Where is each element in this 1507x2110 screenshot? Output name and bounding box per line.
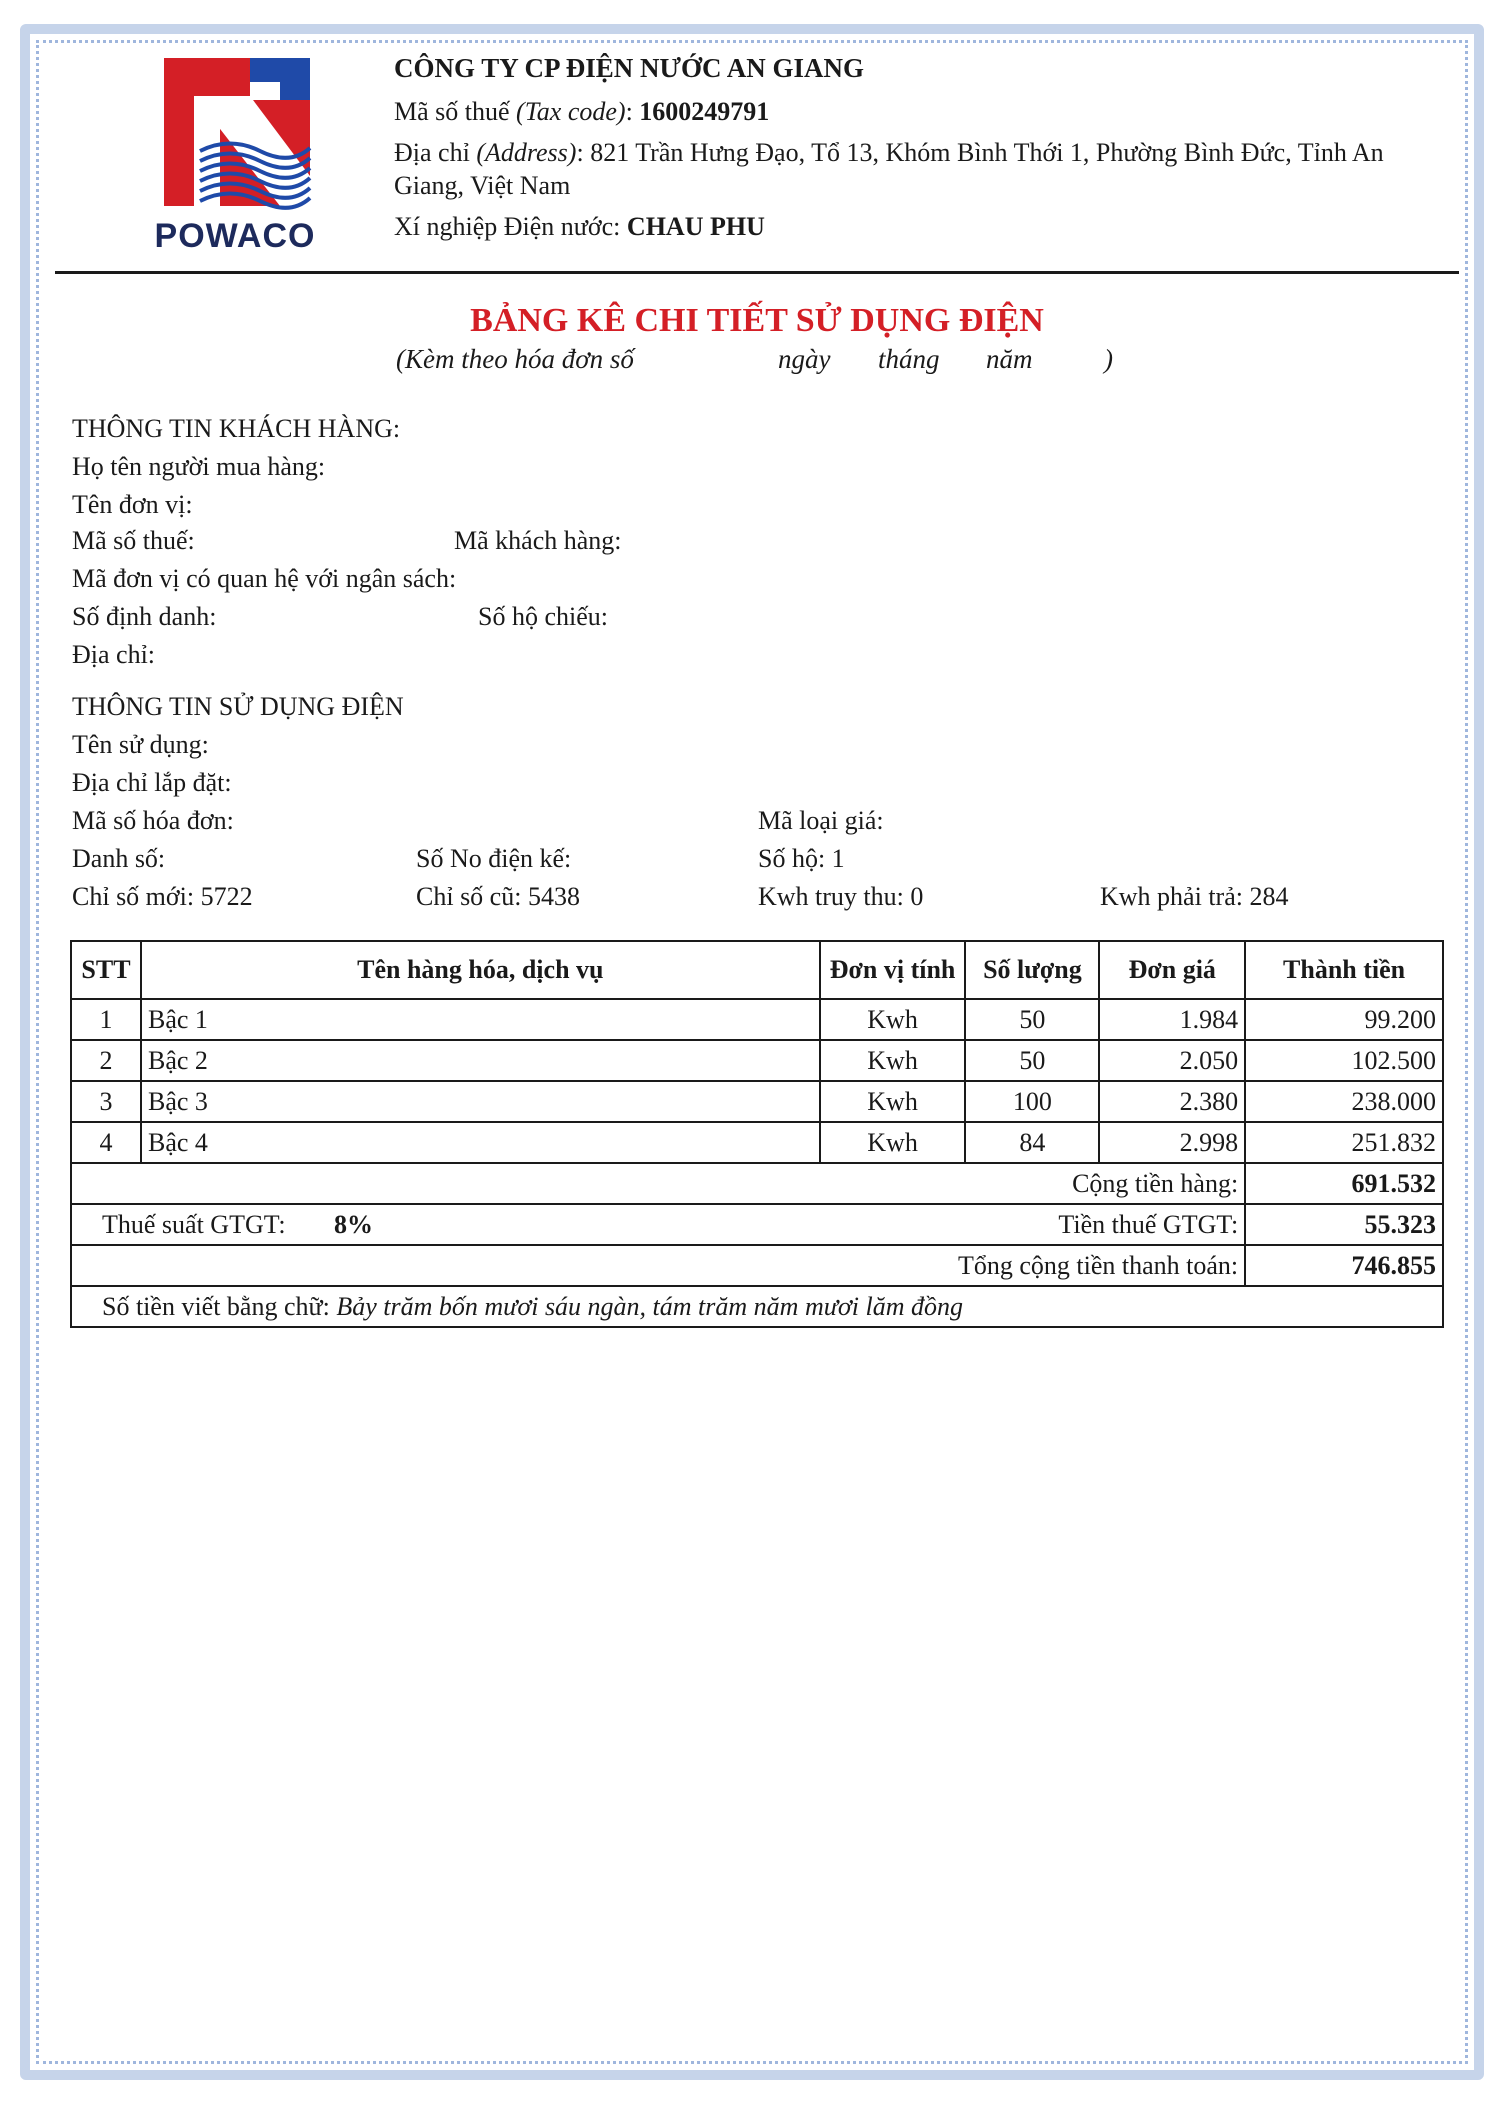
cell-stt: 3 xyxy=(71,1081,141,1122)
branch-line xyxy=(394,210,1454,243)
branch-value: CHAU PHU xyxy=(626,212,765,241)
vat-amount-value: 55.323 xyxy=(1245,1204,1443,1245)
list-no-label: Danh số: xyxy=(72,844,166,873)
company-info xyxy=(394,52,1454,251)
cell-amount: 251.832 xyxy=(1245,1122,1443,1163)
cell-amount: 238.000 xyxy=(1245,1081,1443,1122)
customer-code-label: Mã khách hàng: xyxy=(454,526,622,555)
id-number-label: Số định danh: xyxy=(72,602,217,631)
new-index: Chỉ số mới: 5722 xyxy=(72,882,253,911)
cell-quantity: 84 xyxy=(965,1122,1099,1163)
old-index: Chỉ số cũ: 5438 xyxy=(416,882,580,911)
address-value: 821 Trần Hưng Đạo, Tổ 13, Khóm Bình Thới 1, Phường Bình Đức, Tỉnh An Giang, Việt Nam xyxy=(394,138,1384,200)
table-row xyxy=(71,1122,1443,1163)
cell-quantity: 50 xyxy=(965,999,1099,1040)
usage-heading: THÔNG TIN SỬ DỤNG ĐIỆN xyxy=(72,692,404,721)
words-label: Số tiền viết bằng chữ: xyxy=(102,1291,330,1321)
subtotal-label: Cộng tiền hàng: xyxy=(71,1163,1245,1204)
vat-row xyxy=(71,1204,1443,1245)
buyer-name-label: Họ tên người mua hàng: xyxy=(72,452,326,481)
customer-address-label: Địa chỉ: xyxy=(72,640,156,669)
cell-unit: Kwh xyxy=(820,999,966,1040)
cell-unit: Kwh xyxy=(820,1040,966,1081)
cell-unit-price: 2.380 xyxy=(1099,1081,1245,1122)
price-code-label: Mã loại giá: xyxy=(758,806,884,835)
install-address-label: Địa chỉ lắp đặt: xyxy=(72,768,232,797)
words-row xyxy=(71,1286,1443,1327)
tax-code-value: 1600249791 xyxy=(639,97,770,126)
cell-item-name: Bậc 3 xyxy=(141,1081,820,1122)
subtotal-row xyxy=(71,1163,1443,1204)
header-quantity: Số lượng xyxy=(965,941,1099,999)
unit-name-label: Tên đơn vị: xyxy=(72,490,193,519)
branch-label: Xí nghiệp Điện nước: xyxy=(394,212,621,241)
document-title: BẢNG KÊ CHI TIẾT SỬ DỤNG ĐIỆN xyxy=(470,302,1044,339)
table-row xyxy=(71,1040,1443,1081)
subtitle-close: ) xyxy=(1104,344,1113,374)
table-row xyxy=(71,1081,1443,1122)
vat-rate-value: 8% xyxy=(334,1210,373,1239)
kwh-recovered: Kwh truy thu: 0 xyxy=(758,882,924,911)
table-row xyxy=(71,999,1443,1040)
address-line: Địa chỉ (Address): 821 Trần Hưng Đạo, Tổ 13, Khóm Bình Thới 1, Phường Bình Đức, Tỉnh An Giang, Việt Nam xyxy=(394,138,1384,200)
user-name-label: Tên sử dụng: xyxy=(72,730,209,759)
cell-unit-price: 1.984 xyxy=(1099,999,1245,1040)
address-label-en: (Address) xyxy=(476,138,577,167)
subtotal-value: 691.532 xyxy=(1245,1163,1443,1204)
kwh-payable: Kwh phải trả: 284 xyxy=(1100,882,1289,911)
cell-amount: 99.200 xyxy=(1245,999,1443,1040)
cell-unit-price: 2.050 xyxy=(1099,1040,1245,1081)
cell-item-name: Bậc 2 xyxy=(141,1040,820,1081)
total-value: 746.855 xyxy=(1245,1245,1443,1286)
cell-quantity: 50 xyxy=(965,1040,1099,1081)
cell-stt: 4 xyxy=(71,1122,141,1163)
words-value: Bảy trăm bốn mươi sáu ngàn, tám trăm năm mươi lăm đồng xyxy=(336,1291,964,1321)
total-row xyxy=(71,1245,1443,1286)
header-stt: STT xyxy=(71,941,141,999)
subtitle-month: tháng xyxy=(878,344,940,374)
cell-item-name: Bậc 1 xyxy=(141,999,820,1040)
words-cell xyxy=(71,1286,1443,1327)
vat-amount-label: Tiền thuế GTGT: xyxy=(1058,1210,1239,1239)
header-unit: Đơn vị tính xyxy=(820,941,966,999)
passport-label: Số hộ chiếu: xyxy=(478,602,608,631)
cell-stt: 1 xyxy=(71,999,141,1040)
cell-item-name: Bậc 4 xyxy=(141,1122,820,1163)
budget-unit-label: Mã đơn vị có quan hệ với ngân sách: xyxy=(72,564,457,593)
header-item-name: Tên hàng hóa, dịch vụ xyxy=(141,941,820,999)
vat-rate-label: Thuế suất GTGT: xyxy=(102,1210,286,1239)
households: Số hộ: 1 xyxy=(758,844,845,873)
subtitle-day: ngày xyxy=(778,344,831,374)
header-amount: Thành tiền xyxy=(1245,941,1443,999)
logo-text: POWACO xyxy=(154,217,316,255)
cell-unit: Kwh xyxy=(820,1081,966,1122)
cell-stt: 2 xyxy=(71,1040,141,1081)
address-label: Địa chỉ xyxy=(394,138,470,167)
customer-heading: THÔNG TIN KHÁCH HÀNG: xyxy=(72,414,401,443)
subtitle-year: năm xyxy=(986,344,1033,374)
tax-code-label-en: (Tax code) xyxy=(516,97,626,126)
cell-quantity: 100 xyxy=(965,1081,1099,1122)
invoice-code-label: Mã số hóa đơn: xyxy=(72,806,234,835)
table-header-row xyxy=(71,941,1443,999)
tax-code-label: Mã số thuế xyxy=(394,97,510,126)
cell-amount: 102.500 xyxy=(1245,1040,1443,1081)
header-unit-price: Đơn giá xyxy=(1099,941,1245,999)
tax-code-line: Mã số thuế (Tax code): 1600249791 xyxy=(394,97,770,126)
header xyxy=(150,52,1440,262)
cell-unit-price: 2.998 xyxy=(1099,1122,1245,1163)
meter-no-label: Số No điện kế: xyxy=(416,844,572,873)
total-label: Tổng cộng tiền thanh toán: xyxy=(71,1245,1245,1286)
company-name: CÔNG TY CP ĐIỆN NƯỚC AN GIANG xyxy=(394,53,865,83)
header-divider xyxy=(55,271,1459,274)
vat-cell xyxy=(71,1204,1245,1245)
customer-tax-label: Mã số thuế: xyxy=(72,526,195,555)
subtitle-prefix: (Kèm theo hóa đơn số xyxy=(396,344,634,374)
cell-unit: Kwh xyxy=(820,1122,966,1163)
usage-table xyxy=(70,940,1444,1328)
